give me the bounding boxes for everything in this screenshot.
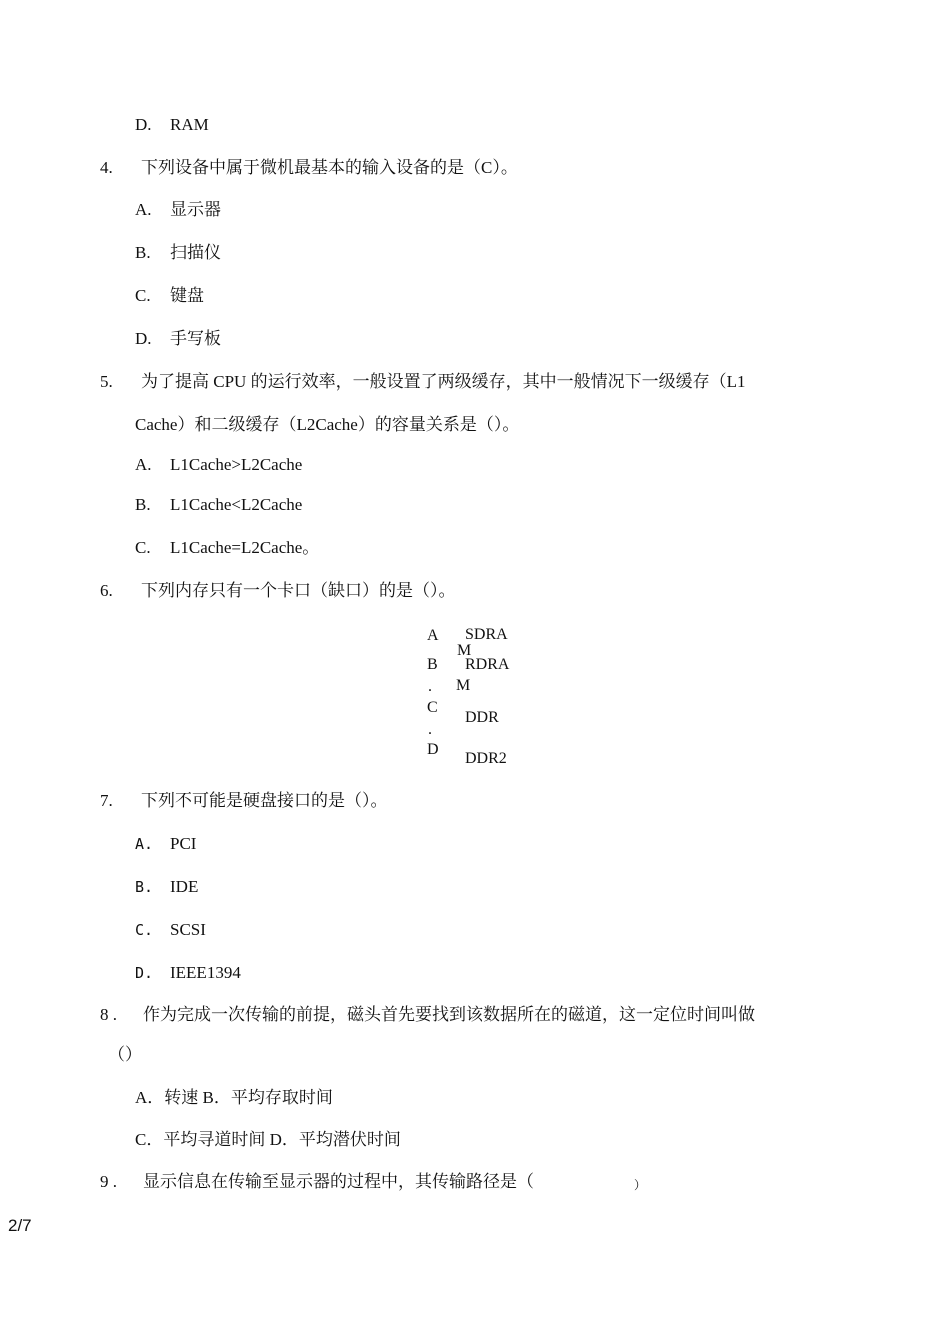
options-line: C．平均寻道时间 D．平均潜伏时间 (135, 1130, 401, 1149)
option-text: M (456, 677, 471, 694)
stack-letter: . (428, 721, 432, 738)
question-stem: 下列内存只有一个卡口（缺口）的是（）。 (141, 581, 456, 600)
option-text: DDR2 (465, 750, 507, 767)
option-label: A. (135, 200, 152, 219)
option-text: RDRA (465, 656, 510, 673)
option-text: L1Cache<L2Cache (170, 495, 303, 514)
stack-letter: B (427, 656, 438, 673)
question-number: 4. (100, 158, 113, 177)
question-stem-line2: （） (108, 1045, 142, 1064)
stack-letter: C (427, 699, 438, 716)
option-label: D. (135, 329, 152, 348)
question-stem: 下列设备中属于微机最基本的输入设备的是（C）。 (141, 158, 518, 177)
option-text: SDRA (465, 626, 508, 643)
option-text: 显示器 (170, 200, 221, 219)
option-label: C. (135, 286, 151, 305)
option-text: RAM (170, 115, 209, 134)
option-text: 键盘 (170, 286, 204, 305)
option-text: DDR (465, 709, 499, 726)
option-text: PCI (170, 834, 197, 853)
option-text: 手写板 (170, 329, 221, 348)
question-number: 8 . (100, 1005, 117, 1024)
stack-letter: D (427, 741, 439, 758)
option-label: C. (135, 921, 154, 939)
option-label: B. (135, 878, 154, 896)
page-number: 2/7 (8, 1216, 32, 1235)
options-line: A．转速 B．平均存取时间 (135, 1088, 333, 1107)
option-label: B. (135, 243, 151, 262)
question-number: 9 . (100, 1172, 117, 1191)
option-label: D. (135, 964, 154, 982)
question-number: 7. (100, 791, 113, 810)
option-text-clipped: M (457, 642, 472, 659)
option-label: D. (135, 115, 152, 134)
option-text: SCSI (170, 920, 206, 939)
question-number: 5. (100, 372, 113, 391)
option-label: A. (135, 455, 152, 474)
option-text: L1Cache=L2Cache。 (170, 538, 320, 557)
option-text: L1Cache>L2Cache (170, 455, 303, 474)
stack-letter: . (428, 678, 432, 695)
option-text: IDE (170, 877, 199, 896)
option-text: IEEE1394 (170, 963, 241, 982)
question-stem-line1: 为了提高 CPU 的运行效率，一般设置了两级缓存，其中一般情况下一级缓存（L1 (141, 372, 746, 391)
question-number: 6. (100, 581, 113, 600)
question-stem: 下列不可能是硬盘接口的是（）。 (141, 791, 388, 810)
question-stem-tail: ） (634, 1178, 647, 1192)
question-stem-line1: 作为完成一次传输的前提，磁头首先要找到该数据所在的磁道，这一定位时间叫做 (143, 1005, 755, 1024)
option-label: C. (135, 538, 151, 557)
option-text: 扫描仪 (170, 243, 221, 262)
question-stem: 显示信息在传输至显示器的过程中，其传输路径是（ (143, 1172, 534, 1191)
option-label: A. (135, 835, 154, 853)
question-stem-line2: Cache）和二级缓存（L2Cache）的容量关系是（）。 (135, 415, 520, 434)
option-label: B. (135, 495, 151, 514)
stack-letter: A (427, 627, 439, 644)
